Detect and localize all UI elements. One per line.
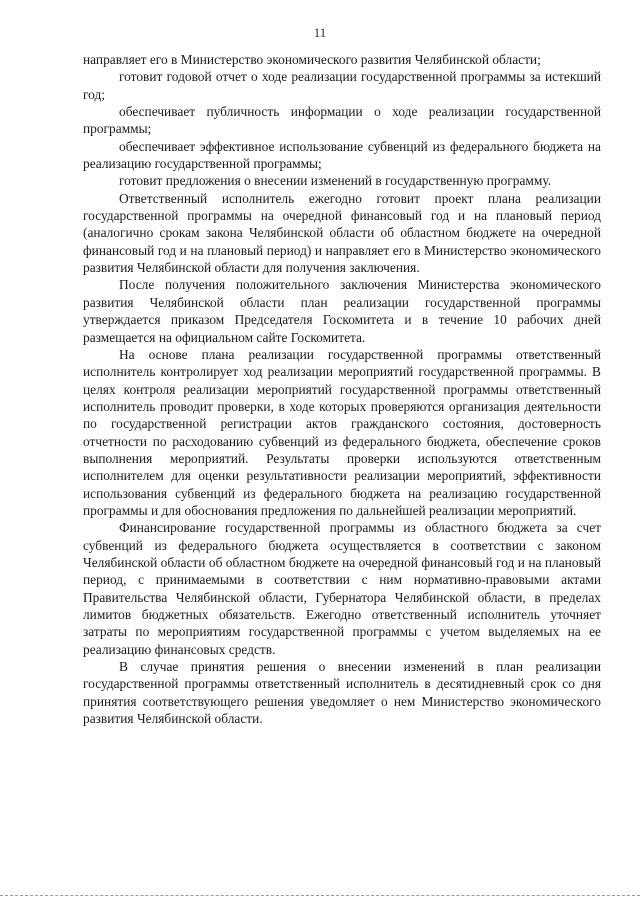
paragraph: готовит годовой отчет о ходе реализации государственной программы за истекший год; (83, 69, 601, 102)
paragraph: После получения положительного заключения Министерства экономического развития Челябинской области план реализации государственной программы утверждается приказом Председателя Госкомитета и в течение 10 рабочих дней размещается на официальном сайте Госкомитета. (83, 277, 601, 345)
paragraph: обеспечивает эффективное использование субвенций из федерального бюджета на реализацию государственной программы; (83, 138, 601, 172)
page-number: 11 (313, 25, 327, 40)
paragraph: Финансирование государственной программы из областного бюджета за счет субвенций из федерального бюджета осуществляется в соответствии с законом Челябинской области об областном бюджете на очередной финансовый год и на плановый период, с принимаемыми в соответствии с ним нормативно-правовыми актами Правительства Челябинской области, Губернатора Челябинской области, в пределах лимитов бюджетных обязательств. Ежегодно ответственный исполнитель уточняет затраты по мероприятиям государственной программы с учетом выделяемых на ее реализацию финансовых средств. (83, 520, 601, 657)
paragraph: направляет его в Министерство экономического развития Челябинской области; (83, 52, 541, 67)
paragraph: обеспечивает публичность информации о ходе реализации государственной программы; (83, 104, 601, 137)
paragraph: готовит предложения о внесении изменений в государственную программу. (119, 173, 552, 189)
paragraph: На основе плана реализации государственной программы ответственный исполнитель контролирует ход реализации мероприятий государственной программы. В целях контроля реализации мероприятий государственной программы ответственный исполнитель проводит проверки, в ходе которых проверяются организация деятельности по государственной регистрации актов гражданского состояния, достоверность отчетности по расходованию субвенций из федерального бюджета, обеспечение сроков выполнения мероприятий. Результаты проверки используются ответственным исполнителем для оценки результативности реализации мероприятий, эффективности использования субвенций из федерального бюджета на реализацию государственной программы и для обоснования предложения по дальнейшей реализации мероприятий. (83, 346, 601, 518)
paragraph: Ответственный исполнитель ежегодно готовит проект плана реализации государственной программы на очередной финансовый год и на плановый период (аналогично срокам закона Челябинской области об областном бюджете на очередной финансовый год и на плановый период) и направляет его в Министерство экономического развития Челябинской области для получения заключения. (83, 190, 601, 276)
paragraph: В случае принятия решения о внесении изменений в план реализации государственной программы ответственный исполнитель в десятидневный срок со дня принятия соответствующего решения уведомляет о нем Министерство экономического развития Челябинской области. (83, 659, 601, 727)
document-body (83, 51, 601, 727)
page-bottom-rule (0, 895, 640, 896)
